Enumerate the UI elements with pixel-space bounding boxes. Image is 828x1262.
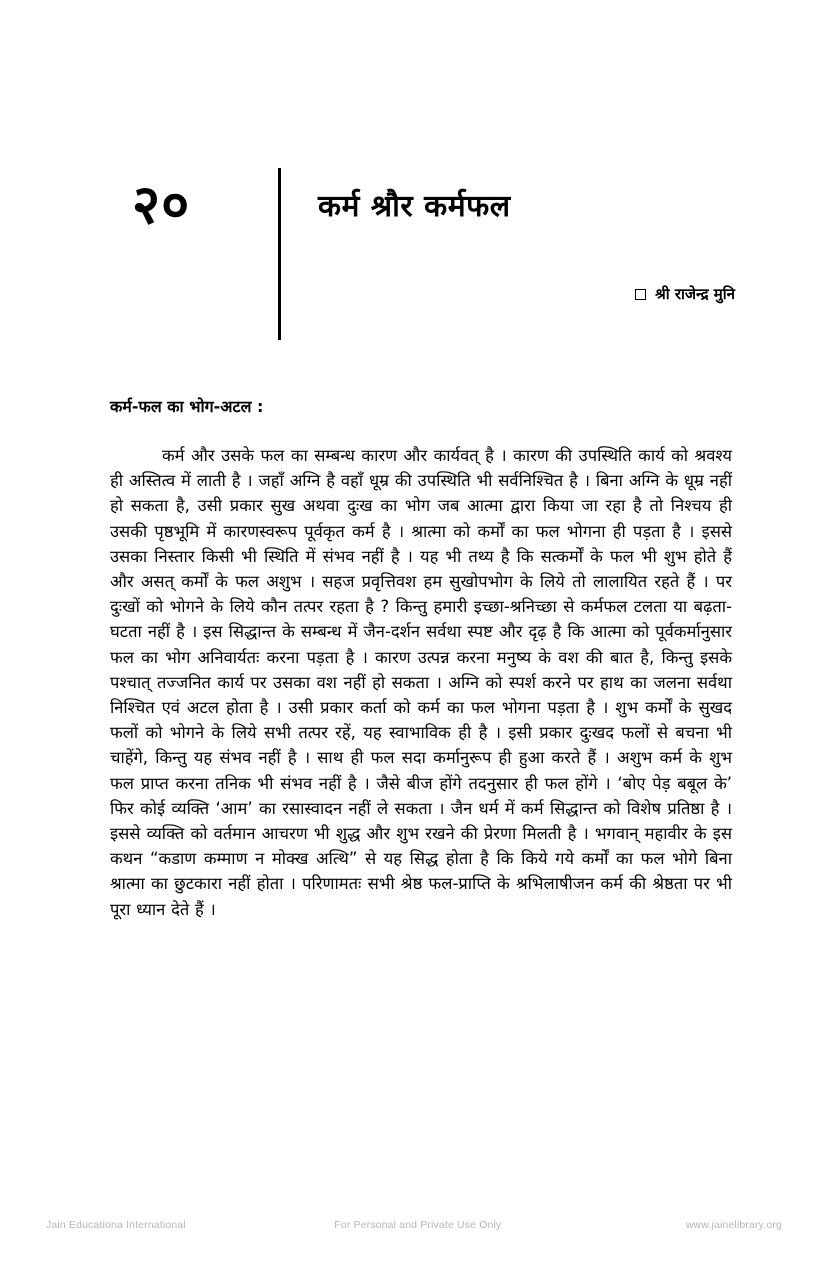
footer-usage-notice: For Personal and Private Use Only <box>334 1219 502 1231</box>
byline <box>635 284 735 304</box>
section-heading: कर्म-फल का भोग-अटल : <box>110 397 264 416</box>
page-footer <box>46 1219 782 1231</box>
article-body <box>110 443 732 922</box>
footer-website-url[interactable]: www.jainelibrary.org <box>685 1219 782 1231</box>
chapter-title: कर्म श्रौर कर्मफल <box>318 189 511 224</box>
chapter-masthead <box>110 168 735 343</box>
byline-author-name: श्री राजेन्द्र मुनि <box>655 285 735 303</box>
paragraph: कर्म और उसके फल का सम्बन्ध कारण और कार्यवत् है । कारण की उपस्थिति कार्य को श्रवश्य ही अस्तित्व में लाती है । जहाँ अग्नि है वहाँ धूम्र की उपस्थिति भी सर्वनिश्चित है । बिना अग्नि के धूम्र नहीं हो सकता है, उसी प्रकार सुख अथवा दुःख का भोग जब आत्मा द्वारा किया जा रहा है तो निश्चय ही उसकी पृष्ठभूमि में कारणस्वरूप पूर्वकृत कर्म है । श्रात्मा को कर्मों का फल भोगना ही पड़ता है । इससे उसका निस्तार किसी भी स्थिति में संभव नहीं है । यह भी तथ्य है कि सत्कर्मों के फल भी शुभ होते हैं और असत् कर्मों के फल अशुभ । सहज प्रवृत्तिवश हम सुखोपभोग के लिये तो लालायित रहते हैं । पर दुःखों को भोगने के लिये कौन तत्पर रहता है ? किन्तु हमारी इच्छा-श्रनिच्छा से कर्मफल टलता या बढ़ता-घटता नहीं है । इस सिद्धान्त के सम्बन्ध में जैन-दर्शन सर्वथा स्पष्ट और दृढ़ है कि आत्मा को पूर्वकर्मानुसार फल का भोग अनिवार्यतः करना पड़ता है । कारण उत्पन्न करना मनुष्य के वश की बात है, किन्तु इसके पश्चात् तज्जनित कार्य पर उसका वश नहीं हो सकता । अग्नि को स्पर्श करने पर हाथ का जलना सर्वथा निश्चित एवं अटल होता है । उसी प्रकार कर्ता को कर्म का फल भोगना पड़ता है । शुभ कर्मों के सुखद फलों को भोगने के लिये सभी तत्पर रहें, यह स्वाभाविक ही है । इसी प्रकार दुःखद फलों से बचना भी चाहेंगे, किन्तु यह संभव नहीं है । साथ ही फल सदा कर्मानुरूप ही हुआ करते हैं । अशुभ कर्म के शुभ फल प्राप्त करना तनिक भी संभव नहीं है । जैसे बीज होंगे तदनुसार ही फल होंगे । ‘बोए पेड़ बबूल के’ फिर कोई व्यक्ति ‘आम’ का रसास्वादन नहीं ले सकता । जैन धर्म में कर्म सिद्धान्त को विशेष प्रतिष्ठा है । इससे व्यक्ति को वर्तमान आचरण भी शुद्ध और शुभ रखने की प्रेरणा मिलती है । भगवान् महावीर के इस कथन “कडाण कम्माण न मोक्ख अत्थि” से यह सिद्ध होता है कि किये गये कर्मों का फल भोगे बिना श्रात्मा का छुटकारा नहीं होता । परिणामतः सभी श्रेष्ठ फल-प्राप्ति के श्रभिलाषीजन कर्म की श्रेष्ठता पर भी पूरा ध्यान देते हैं । <box>110 446 732 919</box>
square-bullet-icon <box>635 289 646 300</box>
chapter-number: २० <box>132 173 191 236</box>
footer-organization: Jain Educationa International <box>46 1219 186 1231</box>
masthead-vertical-divider <box>278 168 281 340</box>
